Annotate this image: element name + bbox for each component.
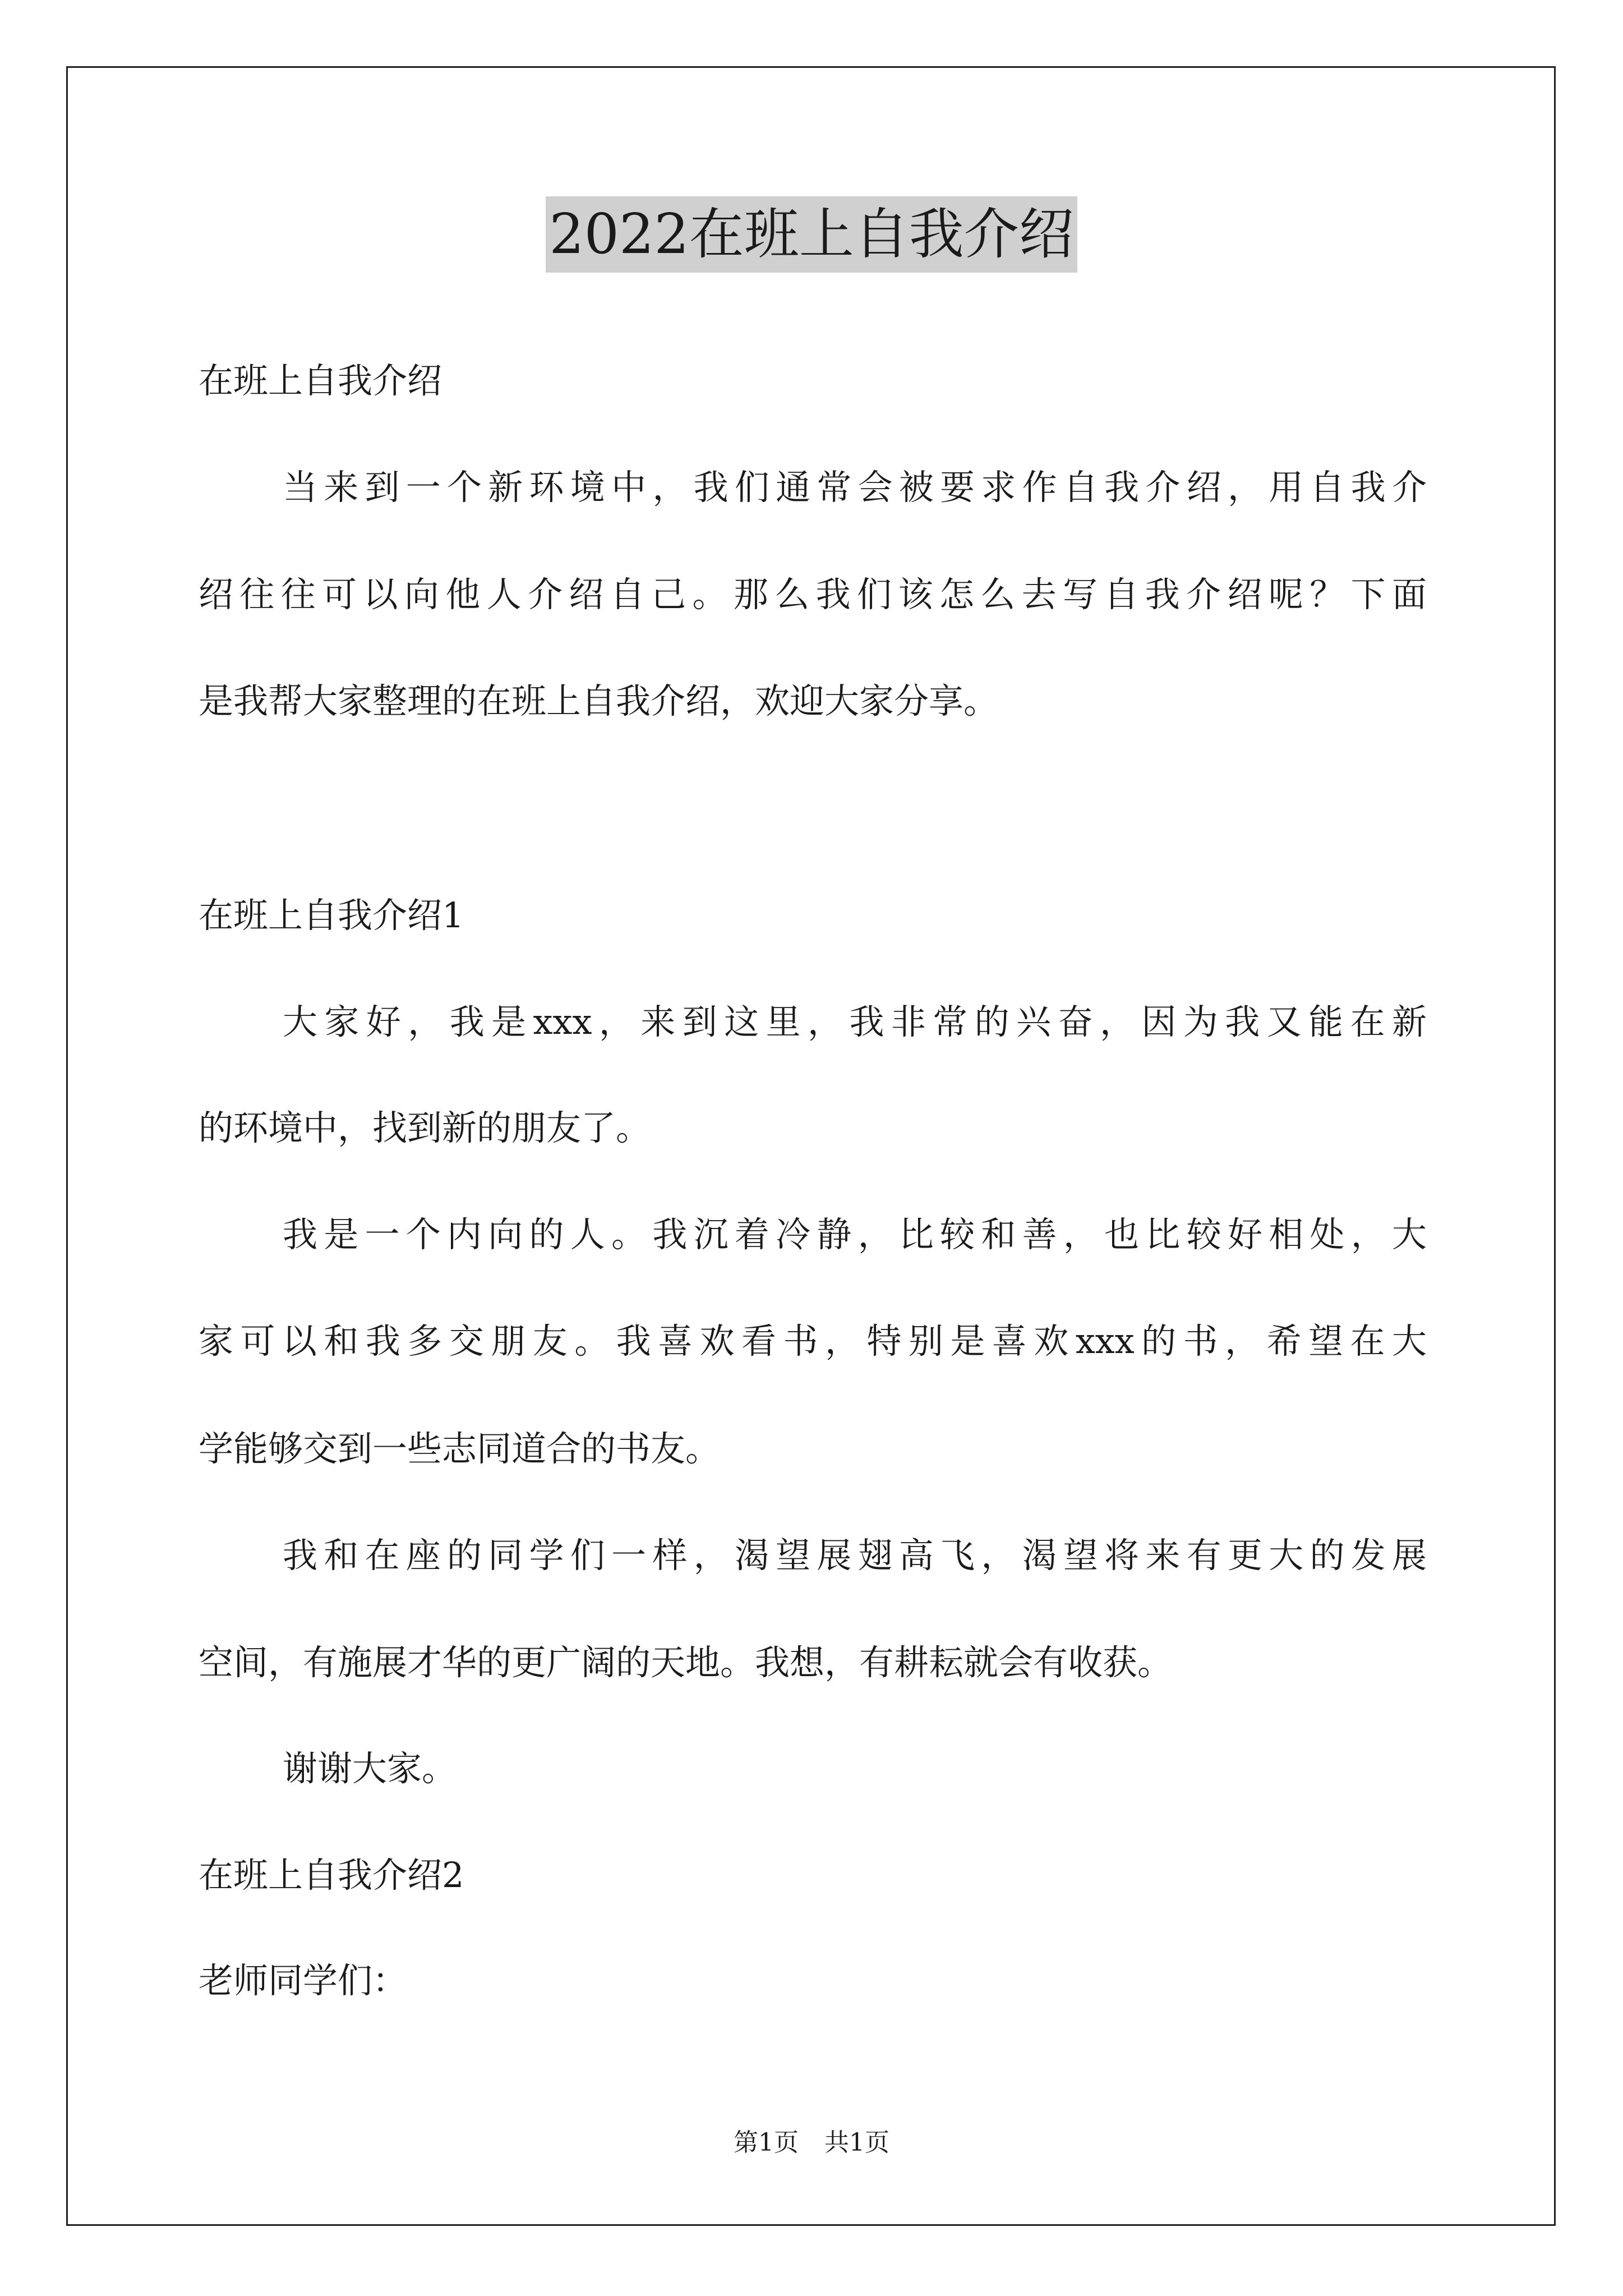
intro-paragraph-line-1: 当来到一个新环境中，我们通常会被要求作自我介绍，用自我介 — [283, 467, 1427, 508]
section1-paragraph1-line-1: 大家好，我是xxx，来到这里，我非常的兴奋，因为我又能在新 — [283, 1001, 1427, 1042]
page-footer — [0, 2126, 1623, 2160]
section-heading-intro: 在班上自我介绍 — [199, 360, 442, 401]
section1-closing: 谢谢大家。 — [283, 1748, 457, 1789]
document-title-text: 2022在班上自我介绍 — [546, 196, 1077, 273]
section2-salutation: 老师同学们： — [199, 1960, 408, 2001]
section-heading-2: 在班上自我介绍2 — [199, 1855, 464, 1895]
section1-paragraph2-line-3: 学能够交到一些志同道合的书友。 — [199, 1428, 721, 1469]
section1-paragraph2-line-2: 家可以和我多交朋友。我喜欢看书，特别是喜欢xxx的书，希望在大 — [199, 1320, 1427, 1361]
section1-paragraph2-line-1: 我是一个内向的人。我沉着冷静，比较和善，也比较好相处，大 — [283, 1214, 1427, 1255]
page-total: 共1页 — [824, 2128, 889, 2157]
section-heading-1: 在班上自我介绍1 — [199, 895, 464, 936]
section1-paragraph3-line-1: 我和在座的同学们一样，渴望展翅高飞，渴望将来有更大的发展 — [283, 1535, 1427, 1576]
intro-paragraph-line-3: 是我帮大家整理的在班上自我介绍，欢迎大家分享。 — [199, 680, 999, 721]
document-title — [0, 196, 1623, 273]
page-number: 第1页 — [734, 2128, 799, 2157]
section1-paragraph1-line-2: 的环境中，找到新的朋友了。 — [199, 1107, 651, 1148]
section1-paragraph3-line-2: 空间，有施展才华的更广阔的天地。我想，有耕耘就会有收获。 — [199, 1642, 1173, 1683]
intro-paragraph-line-2: 绍往往可以向他人介绍自己。那么我们该怎么去写自我介绍呢？下面 — [199, 574, 1427, 615]
